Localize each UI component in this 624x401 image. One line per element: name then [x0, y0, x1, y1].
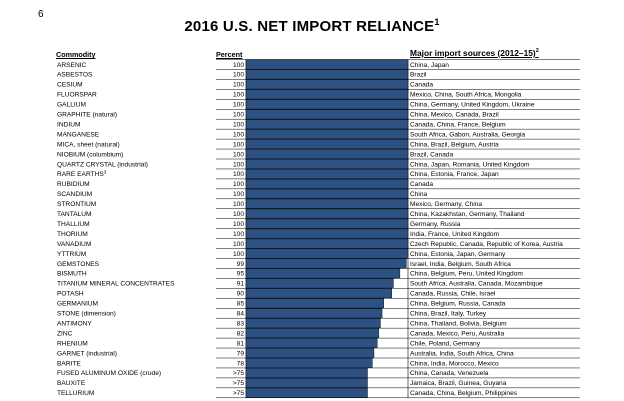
commodity-label [57, 380, 86, 387]
import-sources-label: China, Canada, Venezuela [410, 370, 489, 378]
commodity-label [57, 112, 117, 119]
bar [246, 179, 408, 188]
import-sources-label: Canada [410, 181, 434, 189]
bar [246, 80, 408, 89]
percent-label: 95 [236, 270, 244, 278]
bar [246, 289, 392, 298]
commodity-label [57, 311, 116, 318]
percent-label: >75 [232, 370, 244, 378]
import-sources-label: South Africa, Gabon, Australia, Georgia [410, 131, 526, 139]
commodity-label [57, 211, 92, 218]
import-sources-label: China, Germany, United Kingdom, Ukraine [410, 101, 535, 109]
bar [246, 60, 408, 69]
commodity-name: THORIUM [57, 230, 88, 238]
import-sources-label: Canada [410, 81, 434, 89]
commodity-name: INDIUM [57, 121, 81, 129]
import-sources-label: China [410, 191, 428, 199]
import-sources-label: Jamaica, Brazil, Guinea, Guyana [410, 380, 507, 388]
title-footnote: 1 [434, 17, 440, 27]
import-sources-label: Canada, China, France, Belgium [410, 121, 506, 129]
commodity-label [57, 191, 92, 198]
commodity-label [57, 62, 87, 69]
bar [246, 199, 408, 208]
import-sources-label: Mexico, China, South Africa, Mongolia [410, 91, 522, 99]
commodity-name: RHENIUM [57, 340, 88, 348]
commodity-label [57, 161, 148, 168]
commodity-label [57, 102, 86, 109]
commodity-label [57, 350, 117, 357]
import-sources-label: Australia, India, South Africa, China [410, 350, 514, 358]
commodity-name: ZINC [57, 330, 73, 338]
sources-header-text: Major import sources (2012–15) [410, 48, 536, 58]
bar [246, 348, 374, 357]
commodity-label [57, 330, 73, 337]
bar [246, 189, 408, 198]
bar [246, 70, 408, 79]
commodity-label [57, 370, 161, 377]
commodity-column-header: Commodity [56, 50, 96, 59]
percent-label: >75 [232, 380, 244, 388]
commodity-name: RUBIDIUM [57, 181, 90, 189]
commodity-name: CESIUM [57, 81, 83, 89]
commodity-footnote: 3 [103, 169, 107, 175]
commodity-label [57, 340, 88, 347]
bar [246, 100, 408, 109]
percent-label: 100 [232, 240, 244, 248]
percent-label: 99 [236, 260, 244, 268]
percent-label: 100 [232, 250, 244, 258]
import-sources-label: China, Thailand, Bolivia, Belgium [410, 320, 507, 328]
percent-label: 100 [232, 191, 244, 199]
commodity-name: GRAPHITE (natural) [57, 111, 118, 119]
commodity-name: ARSENIC [57, 61, 87, 69]
bar [246, 149, 408, 158]
percent-column-header: Percent [216, 50, 243, 59]
bar [246, 259, 406, 268]
commodity-name: GERMANIUM [57, 300, 99, 308]
commodity-label [57, 181, 90, 188]
bar [246, 279, 393, 288]
import-sources-label: Brazil [410, 71, 427, 79]
commodity-name: TELLURIUM [57, 390, 95, 398]
percent-label: 100 [232, 201, 244, 209]
commodity-name: GARNET (industrial) [57, 350, 117, 358]
import-sources-label: Canada, China, Belgium, Philippines [410, 390, 518, 398]
bar [246, 319, 380, 328]
import-sources-label: China, Estonia, Japan, Germany [410, 250, 506, 258]
bar [246, 129, 408, 138]
percent-label: >75 [232, 390, 244, 398]
import-sources-label: China, Belgium, Peru, United Kingdom [410, 270, 523, 278]
import-sources-label: Brazil, Canada [410, 151, 454, 159]
commodity-name: GALLIUM [57, 101, 86, 109]
percent-label: 100 [232, 230, 244, 238]
percent-label: 100 [232, 111, 244, 119]
import-sources-label: Mexico, Germany, China [410, 201, 483, 209]
percent-label: 100 [232, 81, 244, 89]
commodity-label [57, 261, 100, 268]
percent-label: 100 [232, 61, 244, 69]
sources-header-footnote: 2 [535, 48, 539, 55]
commodity-label [57, 121, 80, 128]
commodity-label [57, 271, 87, 278]
chart-title-text: 2016 U.S. NET IMPORT RELIANCE [184, 18, 435, 35]
percent-label: 100 [232, 141, 244, 149]
bar [246, 120, 408, 129]
bar [246, 269, 400, 278]
percent-label: 100 [232, 181, 244, 189]
commodity-label [57, 251, 86, 258]
commodity-label [57, 301, 98, 308]
percent-label: 91 [236, 280, 244, 288]
commodity-name: SCANDIUM [57, 191, 93, 199]
bar [246, 90, 408, 99]
bar [246, 239, 408, 248]
commodity-name: BAUXITE [57, 380, 86, 388]
bar [246, 358, 372, 367]
commodity-name: FUSED ALUMINUM OXIDE (crude) [57, 370, 162, 378]
commodity-label [57, 201, 96, 208]
commodity-name: MANGANESE [57, 131, 100, 139]
import-sources-label: Canada, Mexico, Peru, Australia [410, 330, 505, 338]
commodity-name: POTASH [57, 290, 84, 298]
commodity-label [57, 241, 91, 248]
import-sources-label: China, Japan, Romania, United Kingdom [410, 161, 530, 169]
percent-label: 84 [236, 310, 244, 318]
percent-label: 100 [232, 71, 244, 79]
bar [246, 209, 408, 218]
percent-label: 100 [232, 171, 244, 179]
commodity-name: MICA, sheet (natural) [57, 141, 120, 149]
bar [246, 328, 379, 337]
bar [246, 309, 382, 318]
import-sources-label: China, India, Morocco, Mexico [410, 360, 499, 368]
percent-label: 81 [236, 340, 244, 348]
commodity-name: THALLIUM [57, 220, 90, 228]
bar [246, 110, 408, 119]
commodity-label [57, 131, 100, 138]
percent-label: 100 [232, 91, 244, 99]
commodity-name: QUARTZ CRYSTAL (industrial) [57, 161, 148, 169]
commodity-name: RARE EARTHS [57, 171, 104, 179]
commodity-name: ASBESTOS [57, 71, 93, 79]
commodity-name: YTTRIUM [57, 250, 87, 258]
commodity-name: FLUORSPAR [57, 91, 97, 99]
commodity-label [57, 170, 107, 179]
commodity-label [57, 82, 83, 89]
bar [246, 338, 377, 347]
import-sources-label: Czech Republic, Canada, Republic of Korea, Austria [410, 240, 563, 248]
commodity-name: GEMSTONES [57, 260, 100, 268]
commodity-name: STRONTIUM [57, 201, 97, 209]
commodity-label [57, 390, 94, 397]
commodity-name: TANTALUM [57, 211, 92, 219]
commodity-name: BARITE [57, 360, 81, 368]
commodity-label [57, 360, 81, 367]
bar [246, 378, 368, 387]
percent-label: 100 [232, 211, 244, 219]
percent-label: 78 [236, 360, 244, 368]
import-sources-label: India, France, United Kingdom [410, 230, 500, 238]
commodity-label [57, 72, 93, 79]
commodity-name: TITANIUM MINERAL CONCENTRATES [57, 280, 175, 288]
commodity-name: ANTIMONY [57, 320, 92, 328]
import-sources-label: China, Japan [410, 61, 449, 69]
bar [246, 139, 408, 148]
bar [246, 229, 408, 238]
import-sources-label: China, Belgium, Russia, Canada [410, 300, 506, 308]
commodity-name: NIOBIUM (columbium) [57, 151, 124, 159]
commodity-label [57, 92, 97, 99]
import-sources-label: China, Kazakhstan, Germany, Thailand [410, 211, 525, 219]
percent-label: 79 [236, 350, 244, 358]
percent-label: 83 [236, 320, 244, 328]
bar [246, 368, 368, 377]
percent-label: 90 [236, 290, 244, 298]
percent-label: 100 [232, 220, 244, 228]
commodity-label [57, 291, 84, 298]
import-sources-label: Germany, Russia [410, 220, 461, 228]
bar [246, 299, 384, 308]
commodity-label [57, 141, 120, 148]
bar [246, 249, 408, 258]
import-sources-label: China, Mexico, Canada, Brazil [410, 111, 499, 119]
commodity-name: VANADIUM [57, 240, 92, 248]
import-sources-label: Israel, India, Belgium, South Africa [410, 260, 511, 268]
import-sources-label: South Africa, Australia, Canada, Mozambique [410, 280, 543, 288]
import-sources-label: Canada, Russia, Chile, Israel [410, 290, 496, 298]
commodity-name: STONE (dimension) [57, 310, 116, 318]
import-sources-label: China, Brazil, Italy, Turkey [410, 310, 487, 318]
commodity-label [57, 231, 88, 238]
percent-label: 100 [232, 161, 244, 169]
percent-label: 82 [236, 330, 244, 338]
bar [246, 388, 368, 397]
percent-label: 100 [232, 131, 244, 139]
page-number: 6 [38, 9, 44, 20]
import-sources-label: China, Estonia, France, Japan [410, 171, 499, 179]
bar [246, 159, 408, 168]
commodity-name: BISMUTH [57, 270, 87, 278]
percent-label: 85 [236, 300, 244, 308]
commodity-label [57, 221, 90, 228]
percent-label: 100 [232, 151, 244, 159]
commodity-label [57, 151, 123, 158]
bar [246, 219, 408, 228]
commodity-label [57, 281, 175, 288]
bar [246, 169, 408, 178]
import-sources-label: China, Brazil, Belgium, Austria [410, 141, 499, 149]
percent-label: 100 [232, 101, 244, 109]
commodity-label [57, 320, 92, 327]
import-sources-label: Chile, Poland, Germany [410, 340, 481, 348]
percent-label: 100 [232, 121, 244, 129]
